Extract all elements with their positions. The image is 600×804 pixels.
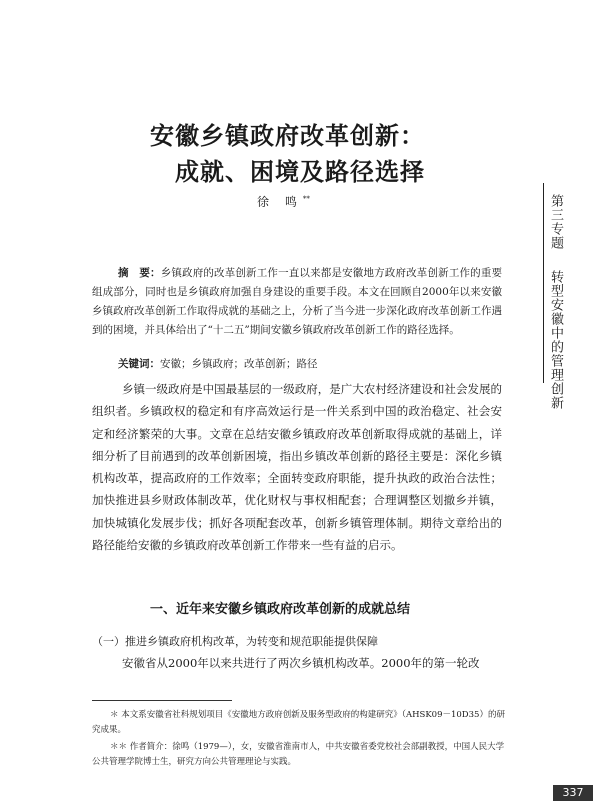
footnote-1: ＊ 本文系安徽省社科规划项目《安徽地方政府创新及服务型政府的构建研究》（AHSK09－10D35）的研究成果。 bbox=[92, 710, 505, 735]
footnote-2: ＊＊ 作者简介：徐鸣（1979—），女，安徽省淮南市人，中共安徽省委党校社会部副教授，中国人民大学公共管理学院博士生，研究方向公共管理理论与实践。 bbox=[92, 742, 505, 767]
section-first-line: 安徽省从2000年以来共进行了两次乡镇机构改革。2000年的第一轮改 bbox=[122, 656, 480, 670]
author bbox=[257, 193, 310, 210]
paper-title-line-2: 成就、困境及路径选择 bbox=[175, 157, 425, 186]
sidebar-topic: 转型安徽中的管理创新 bbox=[548, 270, 563, 410]
sidebar-part: 第三专题 bbox=[548, 194, 563, 250]
page-number: 337 bbox=[553, 785, 593, 801]
keywords bbox=[118, 356, 498, 371]
footnote-divider bbox=[92, 700, 232, 701]
keywords-text: 安徽；乡镇政府；改革创新；路径 bbox=[160, 358, 318, 370]
author-name: 徐 鸣 bbox=[257, 195, 303, 209]
sidebar-rule bbox=[543, 183, 544, 383]
abstract bbox=[92, 264, 502, 340]
abstract-text: 乡镇政府的改革创新工作一直以来都是安徽地方政府改革创新工作的重要组成部分，同时也是乡镇政府加强自身建设的重要手段。本文在回顾自2000年以来安徽乡镇政府改革创新工作取得成就的基础之上，分析了当今进一步深化政府改革创新工作遇到的困境，并具体给出了“十二五”期间安徽乡镇政府改革创新工作的路径选择。 bbox=[92, 267, 503, 336]
section-heading: 一、近年来安徽乡镇政府改革创新的成就总结 bbox=[150, 602, 411, 617]
keywords-label: 关键词： bbox=[118, 358, 160, 370]
paper-title-line-1: 安徽乡镇政府改革创新： bbox=[150, 121, 425, 150]
intro-paragraph: 乡镇一级政府是中国最基层的一级政府，是广大农村经济建设和社会发展的组织者。乡镇政权的稳定和有序高效运行是一件关系到中国的政治稳定、社会安定和经济繁荣的大事。文章在总结安徽乡镇政府改革创新取得成就的基础上，详细分析了目前遇到的改革创新困境，指出乡镇改革创新的路径主要是：深化乡镇机构改革，提高政府的工作效率；全面转变政府职能，提升执政的政治合法性；加快推进县乡财政体制改革，优化财权与事权相配套；合理调整区划撤乡并镇，加快城镇化发展步伐；抓好各项配套改革，创新乡镇管理体制。期待文章给出的路径能给安徽的乡镇政府改革创新工作带来一些有益的启示。 bbox=[92, 382, 502, 553]
author-footnote-mark: ** bbox=[302, 195, 310, 203]
subsection-heading: （一）推进乡镇政府机构改革，为转变和规范职能提供保障 bbox=[92, 635, 378, 648]
sidebar-label bbox=[546, 192, 564, 412]
abstract-label: 摘 要： bbox=[118, 267, 161, 279]
